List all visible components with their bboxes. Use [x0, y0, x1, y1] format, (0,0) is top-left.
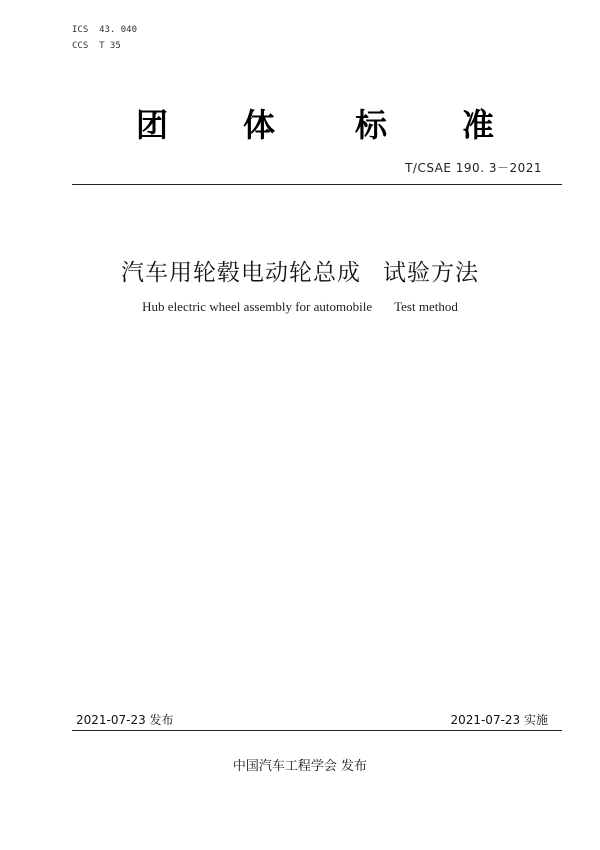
footer-divider [72, 730, 562, 731]
title-char-3: 标 [355, 106, 388, 144]
document-title-en [0, 299, 600, 315]
title-en-sub: Test method [394, 299, 458, 314]
title-cn-main: 汽车用轮毂电动轮总成 [121, 260, 361, 286]
document-title-cn [0, 254, 600, 287]
title-char-4: 准 [462, 106, 495, 144]
header-divider [72, 184, 562, 185]
implementation-date: 2021-07-23 实施 [450, 713, 548, 727]
title-en-main: Hub electric wheel assembly for automobile [142, 299, 373, 314]
standard-number: T/CSAE 190. 3－2021 [405, 161, 542, 175]
ics-code: ICS 43. 040 [72, 25, 138, 35]
issue-date: 2021-07-23 发布 [76, 713, 174, 727]
title-char-1: 团 [136, 106, 169, 144]
classification-codes [72, 22, 137, 54]
standard-type-title [0, 100, 600, 144]
ccs-code: CCS T 35 [72, 41, 121, 51]
title-char-2: 体 [243, 106, 276, 144]
publisher: 中国汽车工程学会 发布 [232, 759, 368, 774]
title-cn-sub: 试验方法 [383, 260, 479, 286]
